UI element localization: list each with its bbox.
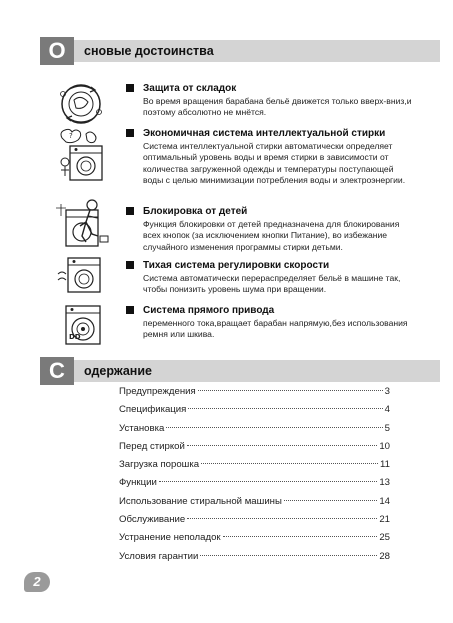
toc-leader-dots [166, 427, 382, 428]
features-title: сновые достоинства [84, 44, 214, 58]
toc-entry[interactable] [119, 532, 390, 550]
features-initial-letter: О [40, 37, 74, 65]
toc-leader-dots [284, 500, 377, 501]
bullet-square [126, 207, 134, 215]
contents-title: одержание [84, 364, 152, 378]
toc-leader-dots [187, 445, 377, 446]
toc-page: 14 [379, 495, 390, 507]
toc-entry[interactable] [119, 441, 390, 459]
bullet-square [126, 306, 134, 314]
feature-title: Система прямого привода [143, 304, 275, 316]
toc-leader-dots [223, 536, 378, 537]
toc-entry[interactable] [119, 551, 390, 569]
toc-label: Перед стиркой [119, 440, 185, 452]
toc-label: Функции [119, 477, 157, 489]
drum-rotation-icon [56, 80, 106, 128]
toc-leader-dots [188, 408, 382, 409]
feature-title: Защита от складок [143, 82, 237, 94]
toc-label: Загрузка порошка [119, 459, 200, 471]
toc-page: 10 [379, 440, 390, 452]
feature-description: Функция блокировки от детей предназначена для блокирования всех кнопок (за исключением кнопки Питание), во избежание случайного изменения программы стирки детьми. [143, 219, 400, 252]
toc-entry[interactable] [119, 514, 390, 532]
toc-page: 28 [379, 550, 390, 562]
feature-title: Экономичная система интеллектуальной стирки [143, 127, 386, 139]
table-of-contents [119, 386, 390, 569]
toc-leader-dots [187, 518, 377, 519]
toc-label: Условия гарантии [119, 550, 199, 562]
bullet-square [126, 129, 134, 137]
toc-entry[interactable] [119, 404, 390, 422]
toc-leader-dots [200, 555, 377, 556]
toc-label: Обслуживание [119, 514, 186, 526]
smart-washer-icon [56, 128, 108, 184]
feature-item-wrinkle-protection [126, 81, 416, 119]
toc-label: Устранение неполадок [119, 532, 221, 544]
toc-label: Использование стиральной машины [119, 495, 282, 507]
feature-item-smart-wash [126, 126, 416, 186]
toc-entry[interactable] [119, 386, 390, 404]
quiet-speed-icon [56, 252, 108, 296]
toc-label: Предупреждения [119, 386, 196, 397]
toc-entry[interactable] [119, 496, 390, 514]
toc-entry[interactable] [119, 477, 390, 495]
toc-page: 3 [384, 386, 390, 397]
toc-label: Спецификация [119, 404, 187, 416]
page-number-badge: 2 [24, 572, 50, 592]
feature-description: переменного тока,вращает барабан напрямую,без использования ремня или шкива. [143, 318, 408, 340]
feature-item-direct-drive [126, 303, 416, 341]
feature-description: Система интеллектуальной стирки автоматически определяет оптимальный уровень воды и время стирки в зависимости от количества загруженной одежды и температуры поступающей воды с целью минимизации потребления воды и электроэнергии. [143, 141, 406, 185]
toc-leader-dots [201, 463, 378, 464]
toc-page: 25 [379, 532, 390, 544]
svg-text:DD: DD [69, 333, 81, 341]
feature-title: Тихая система регулировки скорости [143, 259, 330, 271]
toc-leader-dots [198, 390, 383, 391]
toc-entry[interactable] [119, 423, 390, 441]
feature-item-child-lock [126, 204, 416, 253]
feature-description: Во время вращения барабана бельё движется только вверх-вниз,и поэтому абсолютно не мнётся. [143, 96, 412, 118]
direct-drive-icon [56, 300, 108, 350]
feature-item-quiet-speed [126, 258, 416, 296]
feature-title: Блокировка от детей [143, 205, 248, 217]
bullet-square [126, 84, 134, 92]
svg-text:?: ? [69, 132, 73, 140]
contents-initial-letter: С [40, 357, 74, 385]
toc-page: 13 [379, 477, 390, 489]
toc-leader-dots [159, 481, 378, 482]
toc-label: Установка [119, 422, 165, 434]
feature-description: Система автоматически перераспределяет бельё в машине так, чтобы понизить уровень шума при вращении. [143, 273, 401, 295]
bullet-square [126, 261, 134, 269]
toc-page: 21 [379, 514, 390, 526]
toc-entry[interactable] [119, 459, 390, 477]
toc-page: 4 [384, 404, 390, 416]
toc-page: 5 [384, 422, 390, 434]
child-lock-icon [56, 196, 110, 250]
toc-page: 11 [380, 459, 390, 471]
